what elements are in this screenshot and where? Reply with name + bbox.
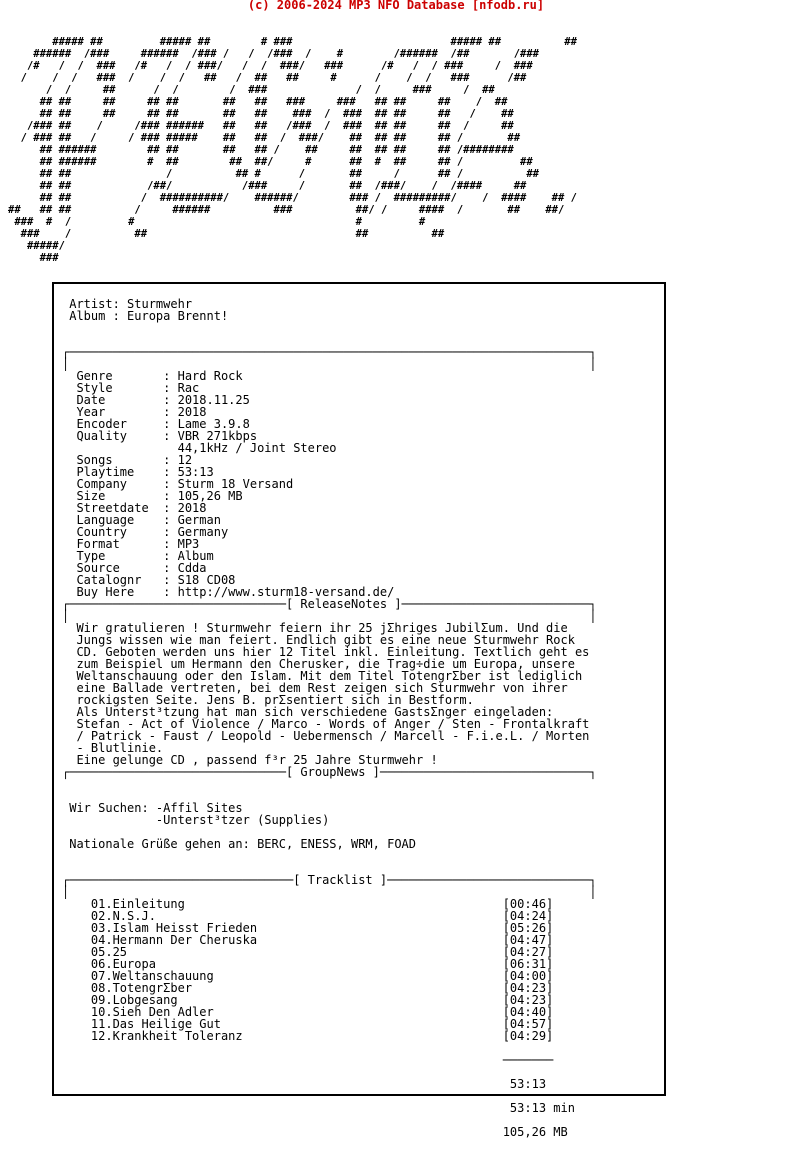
release-notes-line: rockigsten Seite. Jens B. prΣsentiert sich in Bestform. xyxy=(62,693,474,707)
tracklist-rule: ─────── xyxy=(62,1053,554,1067)
release-notes-line: eine Ballade vertreten, bei dem Rest zeigen sich Sturmwehr von ihrer xyxy=(62,681,568,695)
track-title: 04.Hermann Der Cheruska xyxy=(62,933,503,947)
track-title: 12.Krankheit Toleranz xyxy=(62,1029,503,1043)
release-notes-line: / Patrick - Faust / Leopold - Uebermensch / Marcell - F.i.e.L. / Morten xyxy=(62,729,590,743)
track-title: 06.Europa xyxy=(62,957,503,971)
info-encoder: Encoder : Lame 3.9.8 xyxy=(62,417,250,431)
release-notes-line: Jungs wissen wie man feiert. Endlich gibt es eine neue Sturmwehr Rock xyxy=(62,633,575,647)
track-time: [04:40] xyxy=(502,1005,554,1019)
info-style: Style : Rac xyxy=(62,381,200,395)
group-news-header: ┌──────────────────────────────[ GroupNews ]─────────────────────────────┐ xyxy=(62,765,597,779)
info-songs: Songs : 12 xyxy=(62,453,193,467)
total-size: 105,26 MB xyxy=(502,1125,568,1139)
total-time: 53:13 xyxy=(509,1077,547,1091)
info-country: Country : Germany xyxy=(62,525,229,539)
info-playtime: Playtime : 53:13 xyxy=(62,465,214,479)
release-notes-side: │ │ xyxy=(62,609,597,623)
track-time: [04:57] xyxy=(502,1017,554,1031)
track-title: 01.Einleitung xyxy=(62,897,503,911)
total-min: 53:13 min xyxy=(509,1101,575,1115)
info-quality-detail: 44,1kHz / Joint Stereo xyxy=(62,441,337,455)
group-news-line: -Unterst³tzer (Supplies) xyxy=(62,813,330,827)
track-title: 05.25 xyxy=(62,945,503,959)
info-catalognr: Catalognr : S18 CD08 xyxy=(62,573,236,587)
track-title: 10.Sieh Den Adler xyxy=(62,1005,503,1019)
track-time: [04:00] xyxy=(502,969,554,983)
copyright-notice: (c) 2006-2024 MP3 NFO Database [nfodb.ru] xyxy=(247,0,545,12)
info-box-top: ┌────────────────────────────────────────────────────────────────────────┐ xyxy=(62,345,597,359)
release-notes-line: Wir gratulieren ! Sturmwehr feiern ihr 25 jΣhriges JubilΣum. Und die xyxy=(62,621,568,635)
artist-line: Artist: Sturmwehr xyxy=(62,297,193,311)
track-title: 07.Weltanschauung xyxy=(62,969,503,983)
track-time: [04:24] xyxy=(502,909,554,923)
info-source: Source : Cdda xyxy=(62,561,207,575)
group-news-line: Nationale Grüße gehen an: BERC, ENESS, WRM, FOAD xyxy=(62,837,417,851)
info-date: Date : 2018.11.25 xyxy=(62,393,250,407)
track-title: 09.Lobgesang xyxy=(62,993,503,1007)
info-streetdate: Streetdate : 2018 xyxy=(62,501,207,515)
group-news-line: Wir Suchen: -Affil Sites xyxy=(62,801,243,815)
info-box-side: │ │ xyxy=(62,357,597,371)
track-time: [04:23] xyxy=(502,981,554,995)
track-time: [04:29] xyxy=(502,1029,554,1043)
info-format: Format : MP3 xyxy=(62,537,200,551)
release-notes-header: ┌──────────────────────────────[ ReleaseNotes ]──────────────────────────┐ xyxy=(62,597,597,611)
release-notes-line: - Blutlinie. xyxy=(62,741,164,755)
info-quality: Quality : VBR 271kbps xyxy=(62,429,258,443)
ascii-art-banner: ##### ## ##### ## # ### ##### ## ## ###### /### ###### /### / / /### / # /###### /## /### /# / / ### /# / / ###/ / / ###/ ### /# / / ### / ### / / / ### / / / ## / ## ## # / / / ### /## / / ## / / / ### / / ### / ## ## ## ## ## ## ## ## ### ### ## ## ## / ## ## ## ## ## ## ## ## ### / ### ## ## ## / ## /### ## / /### ###### ## ## /### / ### ## ## ## / ## / ### ## / / ### ##### ## ## / ###/ ## ## ## ## / ## ## ###### ## ## ## ## / ## ## ## ## ## /######## ## ###### # ## ## ##/ # ## # ## ## / ## ## ## / ## # / ## / ## / ## ## ## /##/ /### / ## /###/ / /#### ## ## ## / ##########/ ######/ ### / #########/ / #### ## / ## ## ## / ###### ### ##/ / #### / ## ##/ ### # / # # # ### / ## ## ## #####/ ### xyxy=(8,36,577,264)
release-notes-line: zum Beispiel um Hermann den Cherusker, die Trag÷die um Europa, unsere xyxy=(62,657,575,671)
track-time: [05:26] xyxy=(502,921,554,935)
nfo-content xyxy=(62,298,597,1138)
track-time: [06:31] xyxy=(502,957,554,971)
album-line: Album : Europa Brennt! xyxy=(62,309,229,323)
info-genre: Genre : Hard Rock xyxy=(62,369,243,383)
track-time: [04:47] xyxy=(502,933,554,947)
track-title: 11.Das Heilige Gut xyxy=(62,1017,503,1031)
release-notes-line: Als Unterst³tzung hat man sich verschiedene GastsΣnger eingeladen: xyxy=(62,705,554,719)
release-notes-line: Stefan - Act of Violence / Marco - Words of Anger / Sten - Frontalkraft xyxy=(62,717,590,731)
info-size: Size : 105,26 MB xyxy=(62,489,243,503)
track-title: 02.N.S.J. xyxy=(62,909,503,923)
info-year: Year : 2018 xyxy=(62,405,207,419)
info-buy-here: Buy Here : http://www.sturm18-versand.de/ xyxy=(62,585,395,599)
release-notes-line: CD. Geboten werden uns hier 12 Titel inkl. Einleitung. Textlich geht es xyxy=(62,645,590,659)
track-row xyxy=(62,1029,553,1043)
info-type: Type : Album xyxy=(62,549,214,563)
release-notes-line: Eine gelunge CD , passend f³r 25 Jahre Sturmwehr ! xyxy=(62,753,438,767)
track-time: [04:27] xyxy=(502,945,554,959)
tracklist-header: ┌───────────────────────────────[ Tracklist ]────────────────────────────┐ xyxy=(62,873,597,887)
track-title: 03.Islam Heisst Frieden xyxy=(62,921,503,935)
info-language: Language : German xyxy=(62,513,221,527)
track-time: [00:46] xyxy=(502,897,554,911)
tracklist xyxy=(62,897,553,1043)
track-time: [04:23] xyxy=(502,993,554,1007)
tracklist-side: │ │ xyxy=(62,885,597,899)
track-title: 08.TotengrΣber xyxy=(62,981,503,995)
release-notes-line: Weltanschauung oder den Islam. Mit dem Titel TotengrΣber ist lediglich xyxy=(62,669,583,683)
info-company: Company : Sturm 18 Versand xyxy=(62,477,294,491)
